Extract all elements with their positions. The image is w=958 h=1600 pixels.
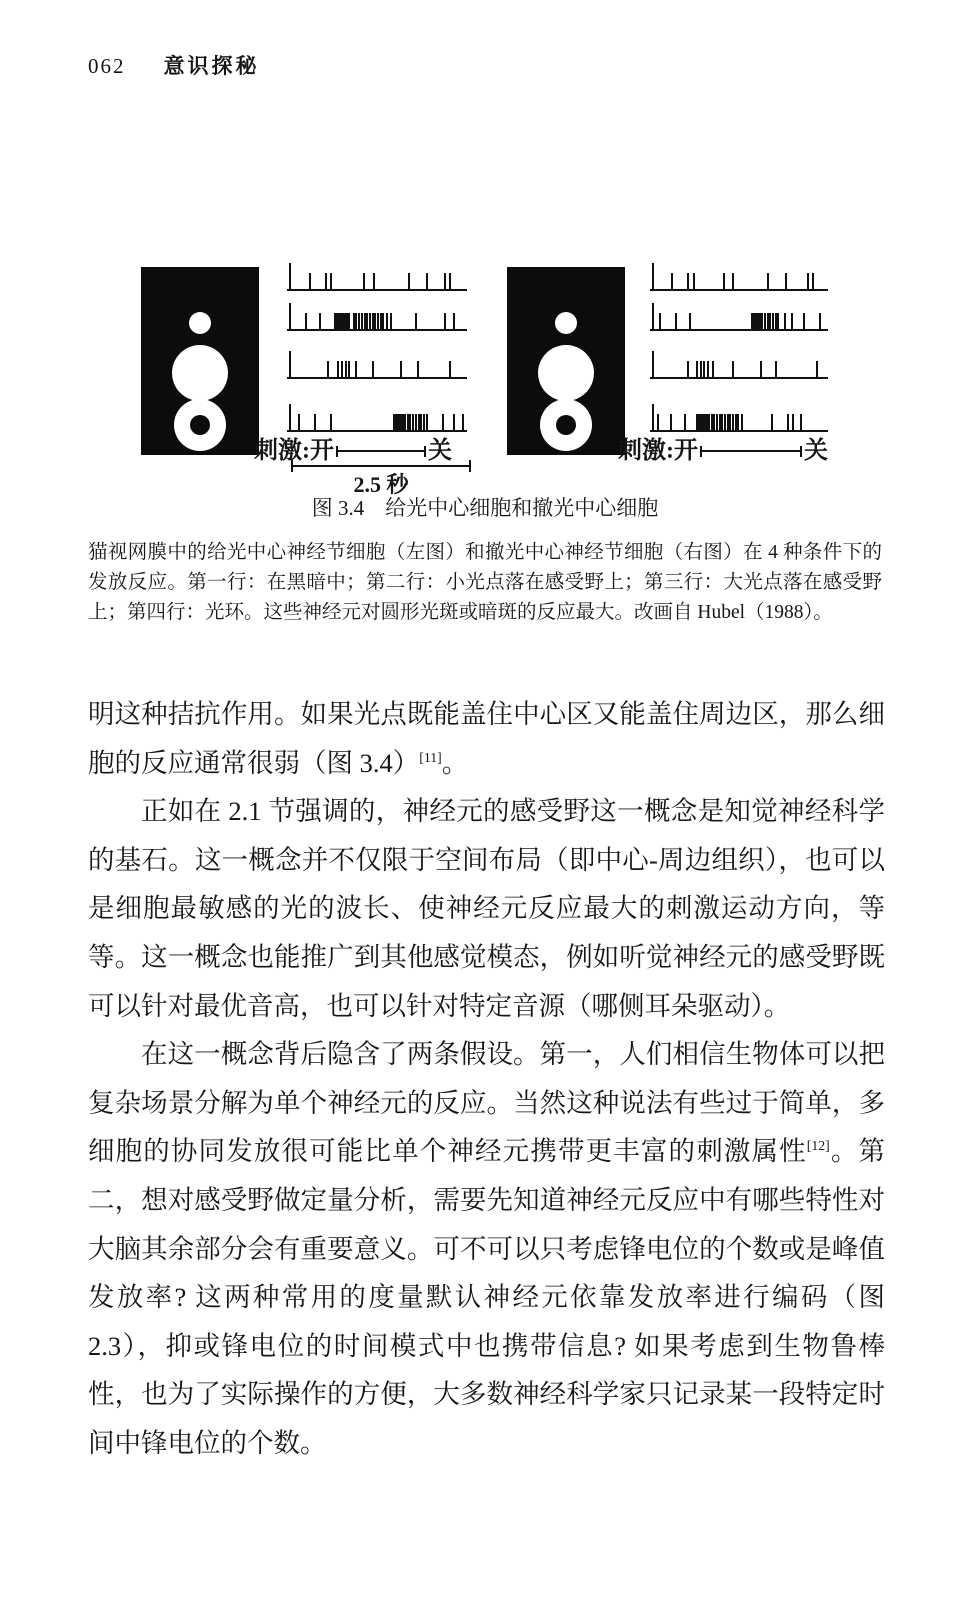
spike-tick xyxy=(289,263,291,289)
stimulus-duration-line xyxy=(336,446,426,457)
spike-tick xyxy=(741,414,743,430)
light-annulus xyxy=(174,399,226,451)
spike-tick xyxy=(675,313,677,329)
body-paragraph: 正如在 2.1 节强调的，神经元的感受野这一概念是知觉神经科学的基石。这一概念并不仅限于空间布局（即中心-周边组织），也可以是细胞最敏感的光的波长、使神经元反应最大的刺激运动方向，等等。这一概念也能推广到其他感觉模态，例如听觉神经元的感受野既可以针对最优音高，也可以针对特定音源（哪侧耳朵驱动）。 xyxy=(88,796,885,1021)
spike-tick xyxy=(684,414,686,430)
spike-tick xyxy=(442,414,444,430)
spike-tick xyxy=(689,313,691,329)
body-paragraph: 明这种拮抗作用。如果光点既能盖住中心区又能盖住周边区，那么细胞的反应通常很弱（图 3.4）[11]。 xyxy=(88,699,885,778)
spike-tick xyxy=(380,313,382,329)
spike-tick xyxy=(787,414,789,430)
spike-tick xyxy=(812,273,814,289)
body-paragraph: 在这一概念背后隐含了两条假设。第一，人们相信生物体可以把复杂场景分解为单个神经元的反应。当然这种说法有些过于简单，多细胞的协同发放很可能比单个神经元携带更丰富的刺激属性[12]。第二，想对感受野做定量分析，需要先知道神经元反应中有哪些特性对大脑其余部分会有重要意义。可不可以只考虑锋电位的个数或是峰值发放率? 这两种常用的度量默认神经元依靠发放率进行编码（图 2.3），抑或锋电位的时间模式中也携带信息? 如果考虑到生物鲁棒性，也为了实际操作的方便，大多数神经科学家只记录某一段特定时间中锋电位的个数。 xyxy=(88,1039,886,1458)
spike-tick xyxy=(670,414,672,430)
spike-tick xyxy=(703,361,705,377)
spike-tick xyxy=(372,313,374,329)
spike-tick xyxy=(775,361,777,377)
small-light-spot xyxy=(189,312,211,334)
spike-tick xyxy=(408,273,410,289)
spike-tick xyxy=(693,273,695,289)
spike-tick xyxy=(363,273,365,289)
spike-tick xyxy=(426,273,428,289)
spike-tick xyxy=(390,313,392,329)
spike-tick xyxy=(337,361,339,377)
spike-tick xyxy=(657,414,659,430)
spike-tick xyxy=(377,313,379,329)
spike-tick xyxy=(453,313,455,329)
spike-tick xyxy=(327,361,329,377)
stimulus-duration-line xyxy=(700,446,802,457)
spike-train-row xyxy=(650,261,828,291)
spike-tick xyxy=(409,414,411,430)
spike-tick xyxy=(449,361,451,377)
small-light-spot xyxy=(555,312,577,334)
spike-train-row xyxy=(650,402,828,432)
spike-tick xyxy=(382,313,384,329)
spike-tick xyxy=(453,414,455,430)
page-number: 062 xyxy=(88,54,126,78)
spike-tick xyxy=(696,361,698,377)
spike-trains-off-center xyxy=(650,0,828,470)
spike-tick xyxy=(319,313,321,329)
spike-tick xyxy=(777,313,779,329)
stimulus-off-label: 关 xyxy=(428,438,452,464)
spike-tick xyxy=(707,361,709,377)
spike-tick xyxy=(732,361,734,377)
spike-burst xyxy=(696,414,709,430)
spike-tick xyxy=(652,303,654,329)
figure-caption-title: 图 3.4 给光中心细胞和撤光中心细胞 xyxy=(311,496,659,520)
spike-train-row xyxy=(650,349,828,379)
stimulus-label-left xyxy=(254,430,452,462)
spike-tick xyxy=(792,414,794,430)
spike-tick xyxy=(358,313,360,329)
spike-tick xyxy=(369,313,371,329)
spike-tick xyxy=(807,273,809,289)
spike-tick xyxy=(712,361,714,377)
spike-tick xyxy=(462,414,464,430)
spike-tick xyxy=(723,273,725,289)
spike-tick xyxy=(418,414,420,430)
spike-tick xyxy=(426,414,428,430)
spike-tick xyxy=(737,414,739,430)
annulus-hole xyxy=(556,415,576,435)
spike-tick xyxy=(784,313,786,329)
spike-tick xyxy=(345,361,347,377)
spike-burst xyxy=(393,414,406,430)
spike-tick xyxy=(700,361,702,377)
spike-train-row xyxy=(287,349,467,379)
spike-tick xyxy=(449,273,451,289)
spike-train-row xyxy=(287,301,467,331)
spike-tick xyxy=(366,313,368,329)
spike-tick xyxy=(816,361,818,377)
spike-tick xyxy=(771,414,773,430)
spike-tick xyxy=(767,273,769,289)
spike-tick xyxy=(415,313,417,329)
spike-tick xyxy=(659,313,661,329)
spike-tick xyxy=(314,414,316,430)
spike-tick xyxy=(819,313,821,329)
spike-tick xyxy=(348,361,350,377)
spike-tick xyxy=(309,273,311,289)
spike-tick xyxy=(423,414,425,430)
spike-tick xyxy=(791,313,793,329)
spike-tick xyxy=(420,414,422,430)
spike-tick xyxy=(341,361,343,377)
spike-tick xyxy=(412,414,414,430)
spike-tick xyxy=(330,414,332,430)
spike-tick xyxy=(373,273,375,289)
spike-tick xyxy=(298,414,300,430)
stimulus-on-label: 刺激:开 xyxy=(618,438,698,464)
spike-train-row xyxy=(650,301,828,331)
spike-tick xyxy=(444,273,446,289)
spike-burst xyxy=(751,313,763,329)
spike-tick xyxy=(330,273,332,289)
stimulus-panel-off-center xyxy=(507,267,625,455)
spike-tick xyxy=(444,313,446,329)
spike-burst xyxy=(334,313,350,329)
stimulus-on-label: 刺激:开 xyxy=(254,438,334,464)
spike-tick xyxy=(386,313,388,329)
spike-train-row xyxy=(287,402,467,432)
footnote-reference: [11] xyxy=(419,749,442,765)
stimulus-label-right xyxy=(618,430,828,462)
spike-tick xyxy=(652,404,654,430)
spike-trains-on-center xyxy=(287,0,467,470)
large-light-spot xyxy=(538,345,594,401)
time-scale-label: 2.5 秒 xyxy=(353,472,409,497)
spike-tick xyxy=(407,414,409,430)
spike-tick xyxy=(374,313,376,329)
annulus-hole xyxy=(190,415,210,435)
book-title: 意识探秘 xyxy=(163,54,260,78)
stimulus-off-label: 关 xyxy=(804,438,828,464)
spike-tick xyxy=(325,273,327,289)
spike-tick xyxy=(671,273,673,289)
spike-tick xyxy=(415,414,417,430)
spike-tick xyxy=(355,313,357,329)
spike-tick xyxy=(760,361,762,377)
spike-tick xyxy=(732,273,734,289)
footnote-reference: [12] xyxy=(806,1138,830,1154)
body-text xyxy=(88,690,885,1468)
spike-tick xyxy=(687,273,689,289)
spike-tick xyxy=(353,313,355,329)
spike-tick xyxy=(364,313,366,329)
spike-tick xyxy=(361,313,363,329)
spike-tick xyxy=(305,313,307,329)
large-light-spot xyxy=(172,345,228,401)
spike-tick xyxy=(289,404,291,430)
spike-tick xyxy=(785,273,787,289)
stimulus-panel-on-center xyxy=(141,267,259,455)
figure-caption-text: 猫视网膜中的给光中心神经节细胞（左图）和撤光中心神经节细胞（右图）在 4 种条件下的发放反应。第一行：在黑暗中；第二行：小光点落在感受野上；第三行：大光点落在感受野上；第四行：光环。这些神经元对圆形光斑或暗斑的反应最大。改画自 Hubel（1988）。 xyxy=(88,542,882,623)
spike-train-row xyxy=(287,261,467,291)
spike-tick xyxy=(803,313,805,329)
spike-tick xyxy=(417,361,419,377)
spike-tick xyxy=(652,351,654,377)
spike-tick xyxy=(289,303,291,329)
light-annulus xyxy=(540,399,592,451)
spike-tick xyxy=(355,361,357,377)
spike-tick xyxy=(400,361,402,377)
spike-tick xyxy=(800,414,802,430)
spike-tick xyxy=(687,361,689,377)
spike-tick xyxy=(289,351,291,377)
spike-tick xyxy=(652,263,654,289)
spike-tick xyxy=(372,361,374,377)
